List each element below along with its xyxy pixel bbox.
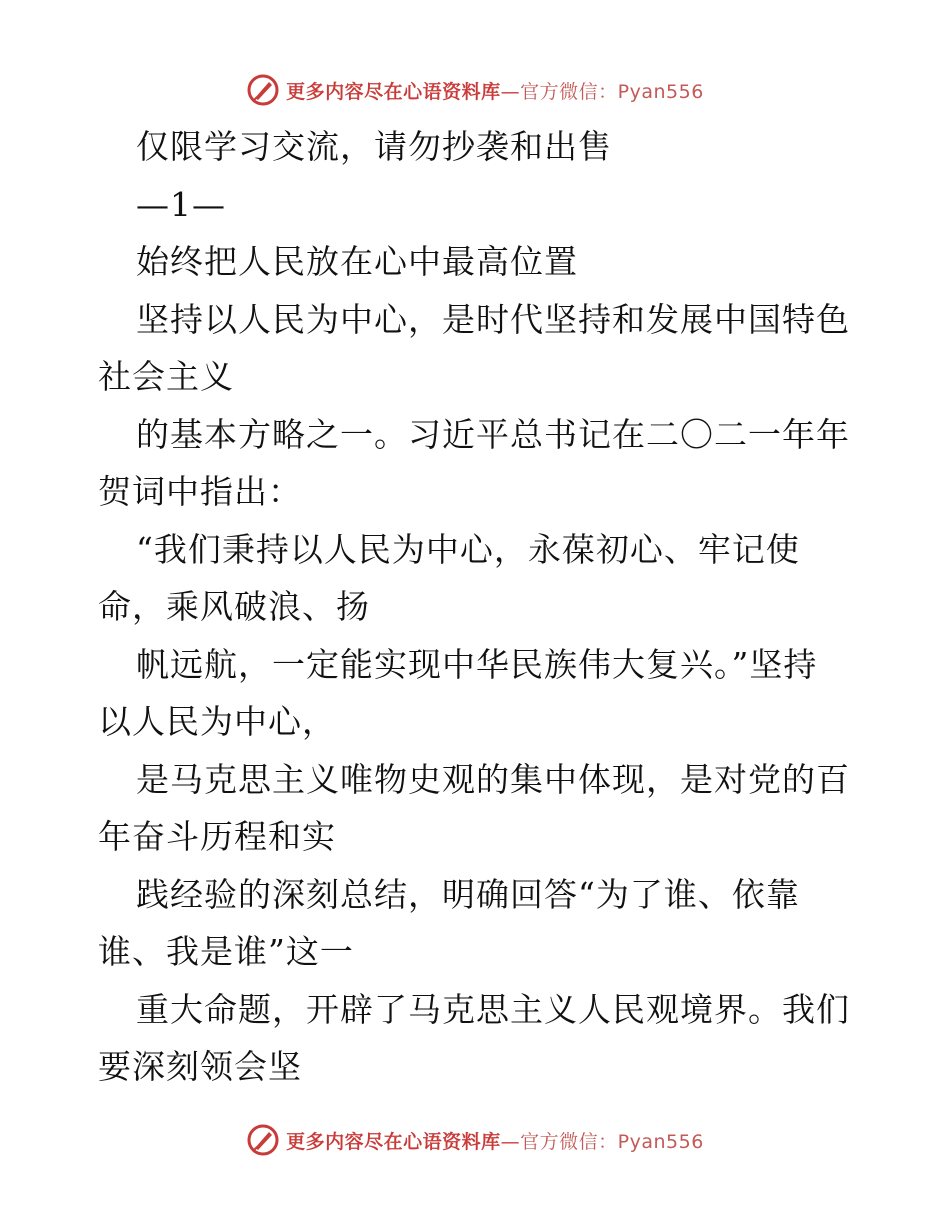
footer-banner-text	[286, 1127, 704, 1154]
paragraph-line: 坚持以人民为中心，是时代坚持和发展中国特色	[136, 299, 850, 339]
quill-pen-logo-icon	[246, 73, 280, 107]
paragraph-line: 重大命题，开辟了马克思主义人民观境界。我们	[136, 989, 850, 1029]
document-body	[98, 118, 858, 1096]
paragraph-line: “我们秉持以人民为中心，永葆初心、牢记使	[136, 529, 800, 569]
section-heading: 始终把人民放在心中最高位置	[136, 242, 578, 281]
footer-brand-text: 更多内容尽在心语资料库	[286, 1130, 501, 1153]
paragraph-line: 以人民为中心，	[98, 702, 336, 741]
paragraph-line: 谁、我是谁”这一	[98, 932, 354, 971]
footer-separator: —	[500, 1130, 521, 1153]
paragraph-line: 帆远航，一定能实现中华民族伟大复兴。”坚持	[136, 644, 818, 684]
header-banner-text	[286, 77, 704, 104]
paragraph-line: 贺词中指出：	[98, 472, 302, 511]
footer-banner	[0, 1120, 950, 1160]
paragraph-line: 是马克思主义唯物史观的集中体现，是对党的百	[136, 759, 850, 799]
header-brand-text: 更多内容尽在心语资料库	[286, 80, 501, 103]
header-contact-text: 官方微信：Pyan556	[520, 80, 704, 103]
footer-contact-text: 官方微信：Pyan556	[520, 1130, 704, 1153]
paragraph-line: 的基本方略之一。习近平总书记在二〇二一年年	[136, 414, 850, 454]
paragraph-line: 年奋斗历程和实	[98, 817, 336, 856]
paragraph-line: 命，乘风破浪、扬	[98, 587, 370, 626]
header-separator: —	[500, 80, 521, 103]
notice-line: 仅限学习交流，请勿抄袭和出售	[136, 127, 612, 166]
quill-pen-logo-icon	[246, 1123, 280, 1157]
paragraph-line: 践经验的深刻总结，明确回答“为了谁、依靠	[136, 874, 800, 914]
header-banner	[0, 70, 950, 110]
page-number-line: —1—	[136, 184, 226, 224]
paragraph-line: 社会主义	[98, 357, 234, 396]
paragraph-line: 要深刻领会坚	[98, 1047, 302, 1086]
